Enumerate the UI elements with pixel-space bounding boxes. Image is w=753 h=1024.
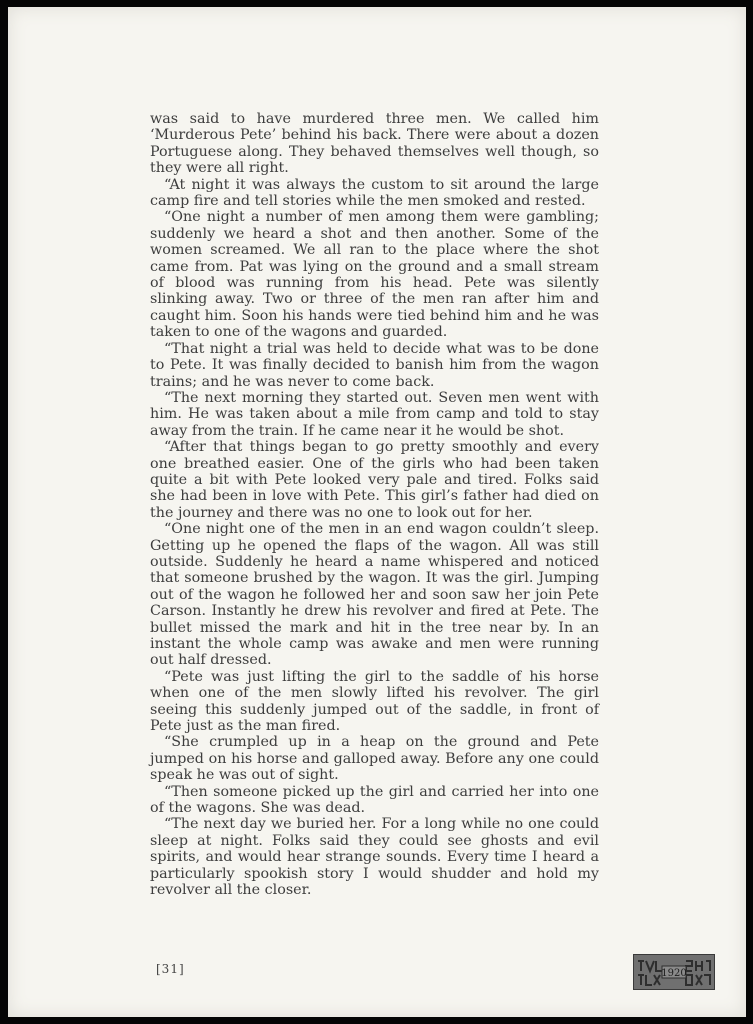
paragraph: “That night a trial was held to decide what was to be done to Pete. It was finally decided to banish him from the wagon trains; and he was never to come back. bbox=[150, 340, 599, 390]
yearbook-seal-logo bbox=[633, 954, 715, 990]
paragraph: “The next day we buried her. For a long while no one could sleep at night. Folks said they could see ghosts and evil spirits, and would hear strange sounds. Every time I heard a particularly spookish story I would shudder and hold my revolver all the closer. bbox=[150, 816, 599, 899]
paragraph: “She crumpled up in a heap on the ground and Pete jumped on his horse and galloped away. Before any one could speak he was out of sight. bbox=[150, 734, 599, 784]
paragraph: “Pete was just lifting the girl to the saddle of his horse when one of the men slowly lifted his revolver. The girl seeing this suddenly jumped out of the saddle, in front of Pete just as the man fired. bbox=[150, 668, 599, 735]
paragraph: “The next morning they started out. Seven men went with him. He was taken about a mile from camp and told to stay away from the train. If he came near it he would be shot. bbox=[150, 389, 599, 439]
book-page bbox=[8, 7, 746, 1017]
seal-graphic-icon bbox=[634, 955, 714, 989]
paragraph: “At night it was always the custom to sit around the large camp fire and tell stories while the men smoked and rested. bbox=[150, 176, 599, 210]
page-number: [31] bbox=[156, 962, 185, 976]
body-text bbox=[150, 111, 599, 899]
paragraph: was said to have murdered three men. We called him ‘Murderous Pete’ behind his back. There were about a dozen Portuguese along. They behaved themselves well though, so they were all right. bbox=[150, 111, 599, 177]
paragraph: “Then someone picked up the girl and carried her into one of the wagons. She was dead. bbox=[150, 783, 599, 817]
paragraph: “After that things began to go pretty smoothly and every one breathed easier. One of the girls who had been taken quite a bit with Pete looked very pale and tired. Folks said she had been in love with Pete. This girl’s father had died on the journey and there was no one to look out for her. bbox=[150, 439, 599, 521]
seal-year: 1920 bbox=[661, 968, 687, 979]
paragraph: “One night a number of men among them were gambling; suddenly we heard a shot and then another. Some of the women screamed. We all ran to the place where the shot came from. Pat was lying on the ground and a small stream of blood was running from his head. Pete was silently slinking away. Two or three of the men ran after him and caught him. Soon his hands were tied behind him and he was taken to one of the wagons and guarded. bbox=[150, 209, 599, 341]
paragraph: “One night one of the men in an end wagon couldn’t sleep. Getting up he opened the flaps of the wagon. All was still outside. Suddenly he heard a name whispered and noticed that someone brushed by the wagon. It was the girl. Jumping out of the wagon he followed her and soon saw her join Pete Carson. Instantly he drew his revolver and fired at Pete. The bullet missed the mark and hit in the tree near by. In an instant the whole camp was awake and men were running out half dressed. bbox=[150, 521, 599, 669]
